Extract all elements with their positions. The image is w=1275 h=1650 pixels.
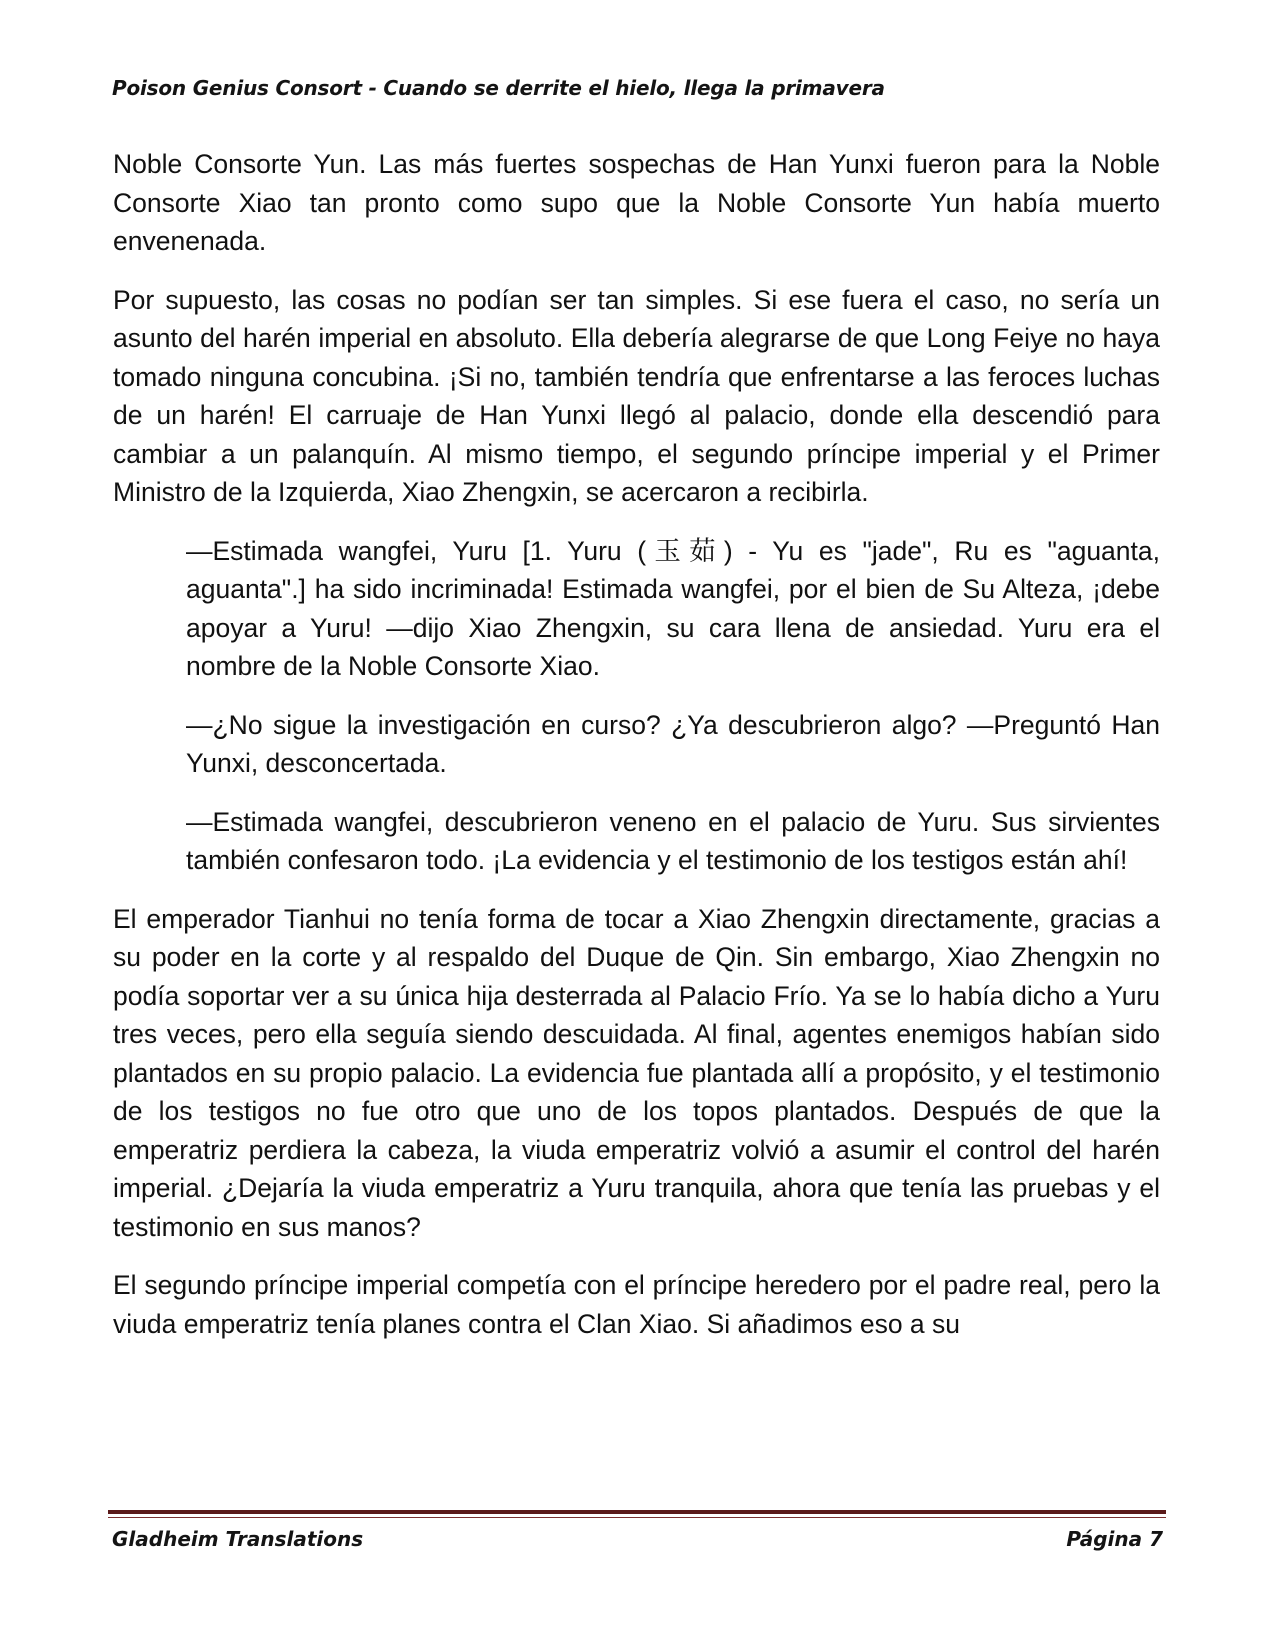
footer-divider bbox=[108, 1510, 1166, 1514]
paragraph: Noble Consorte Yun. Las más fuertes sospechas de Han Yunxi fueron para la Noble Consorte Xiao tan pronto como supo que la Noble Consorte Yun había muerto envenenada. bbox=[113, 149, 1160, 256]
footer-divider-thin bbox=[108, 1517, 1166, 1518]
footer-publisher: Gladheim Translations bbox=[112, 1527, 364, 1551]
page-number: Página 7 bbox=[1066, 1527, 1163, 1551]
paragraph: El emperador Tianhui no tenía forma de tocar a Xiao Zhengxin directamente, gracias a su poder en la corte y al respaldo del Duque de Qin. Sin embargo, Xiao Zhengxin no podía soportar ver a su única hija desterrada al Palacio Frío. Ya se lo había dicho a Yuru tres veces, pero ella seguía siendo descuidada. Al final, agentes enemigos habían sido plantados en su propio palacio. La evidencia fue plantada allí a propósito, y el testimonio de los testigos no fue otro que uno de los topos plantados. Después de que la emperatriz perdiera la cabeza, la viuda emperatriz volvió a asumir el control del harén imperial. ¿Dejaría la viuda emperatriz a Yuru tranquila, ahora que tenía las pruebas y el testimonio en sus manos? bbox=[113, 903, 1160, 1242]
dialog-paragraph: —Estimada wangfei, descubrieron veneno en el palacio de Yuru. Sus sirvientes también confesaron todo. ¡La evidencia y el testimonio de los testigos están ahí! bbox=[186, 806, 1160, 875]
paragraph: Por supuesto, las cosas no podían ser tan simples. Si ese fuera el caso, no sería un asunto del harén imperial en absoluto. Ella debería alegrarse de que Long Feiye no haya tomado ninguna concubina. ¡Si no, también tendría que enfrentarse a las feroces luchas de un harén! El carruaje de Han Yunxi llegó al palacio, donde ella descendió para cambiar a un palanquín. Al mismo tiempo, el segundo príncipe imperial y el Primer Ministro de la Izquierda, Xiao Zhengxin, se acercaron a recibirla. bbox=[113, 284, 1160, 507]
running-header-title: Poison Genius Consort - Cuando se derrite el hielo, llega la primavera bbox=[112, 76, 885, 100]
dialog-paragraph: —¿No sigue la investigación en curso? ¿Ya descubrieron algo? —Preguntó Han Yunxi, desconcertada. bbox=[186, 709, 1160, 778]
document-body bbox=[113, 145, 1160, 1363]
paragraph: El segundo príncipe imperial competía con el príncipe heredero por el padre real, pero la viuda emperatriz tenía planes contra el Clan Xiao. Si añadimos eso a su bbox=[113, 1270, 1160, 1339]
dialog-paragraph: —Estimada wangfei, Yuru [1. Yuru (玉茹) - Yu es "jade", Ru es "aguanta, aguanta".] ha sido incriminada! Estimada wangfei, por el bien de Su Alteza, ¡debe apoyar a Yuru! —dijo Xiao Zhengxin, su cara llena de ansiedad. Yuru era el nombre de la Noble Consorte Xiao. bbox=[186, 535, 1160, 681]
